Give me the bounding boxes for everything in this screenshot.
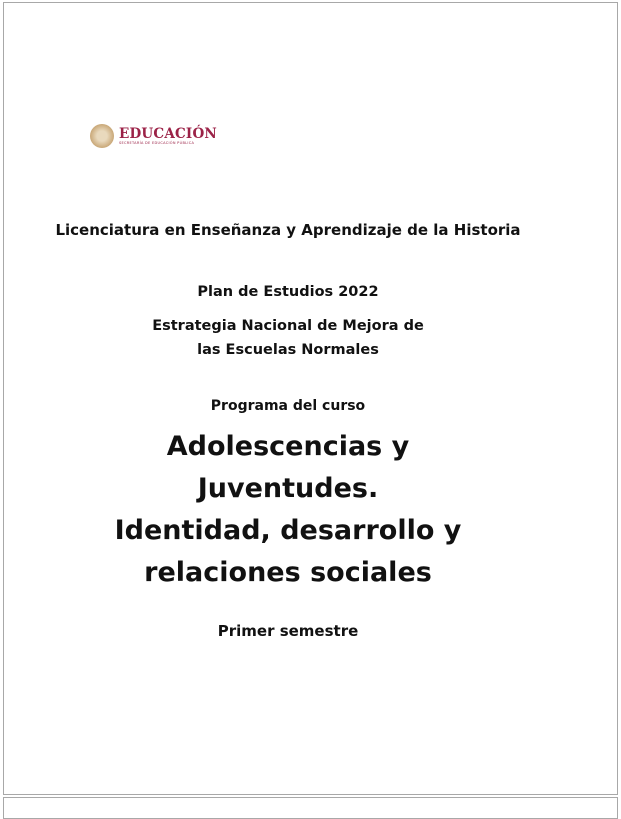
course-title-line: relaciones sociales	[144, 557, 432, 588]
sep-logo	[90, 124, 217, 148]
semester: Primer semestre	[217, 622, 359, 640]
course-title-line: Juventudes.	[197, 473, 379, 504]
logo-subtitle: SECRETARÍA DE EDUCACIÓN PÚBLICA	[119, 140, 195, 145]
next-page-edge	[3, 797, 618, 819]
strategy	[30, 314, 546, 362]
degree-name: Licenciatura en Enseñanza y Aprendizaje de la Historia	[55, 221, 521, 239]
course-title-line: Identidad, desarrollo y	[114, 515, 462, 546]
strategy-line: las Escuelas Normales	[197, 342, 379, 358]
study-plan: Plan de Estudios 2022	[197, 284, 379, 300]
logo-title: EDUCACIÓN	[119, 125, 217, 142]
national-seal-icon	[90, 124, 114, 148]
program-label: Programa del curso	[210, 398, 366, 414]
strategy-line: Estrategia Nacional de Mejora de	[152, 318, 424, 334]
course-title	[30, 426, 546, 594]
course-title-line: Adolescencias y	[166, 431, 410, 462]
